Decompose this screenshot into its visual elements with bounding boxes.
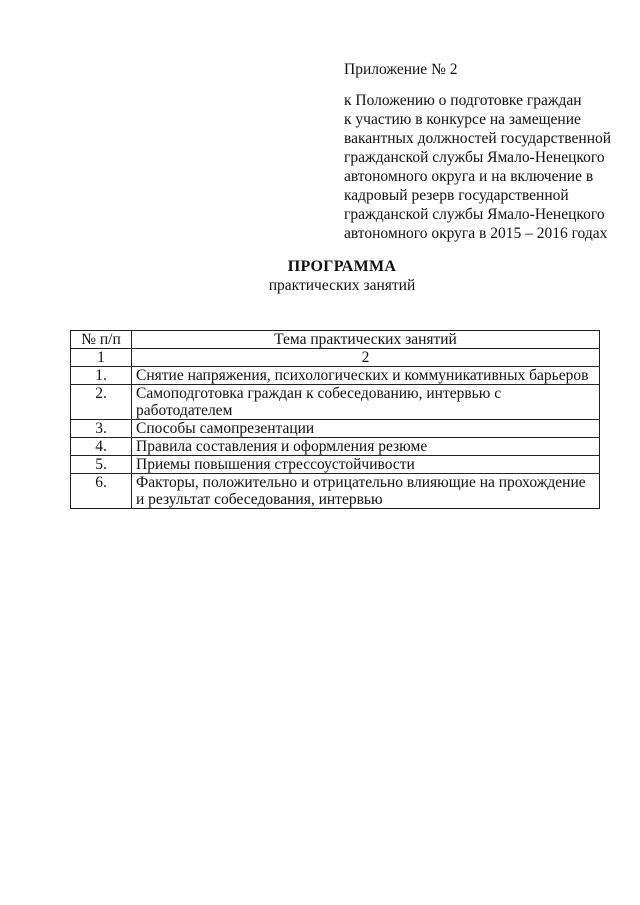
table-row <box>71 456 600 474</box>
appendix-line: автономного округа в 2015 – 2016 годах <box>344 225 608 242</box>
appendix-line: гражданской службы Ямало-Ненецкого <box>344 206 605 223</box>
column-index-row <box>71 349 600 367</box>
appendix-line: гражданской службы Ямало-Ненецкого <box>344 149 605 166</box>
document-subtitle: практических занятий <box>268 277 416 294</box>
document-title: ПРОГРАММА <box>287 258 397 275</box>
appendix-line: вакантных должностей государственной <box>344 130 612 147</box>
table-row <box>71 438 600 456</box>
row-topic: Правила составления и оформления резюме <box>132 438 600 456</box>
column-index-topic: 2 <box>132 349 600 367</box>
appendix-line: к участию в конкурсе на замещение <box>344 111 581 128</box>
appendix-line: автономного округа и на включение в <box>344 168 594 185</box>
table-row <box>71 385 600 420</box>
row-topic: Снятие напряжения, психологических и коммуникативных барьеров <box>132 367 600 385</box>
row-number: 5. <box>71 456 132 474</box>
row-topic: Приемы повышения стрессоустойчивости <box>132 456 600 474</box>
appendix-title: Приложение № 2 <box>344 61 458 78</box>
row-topic: Самоподготовка граждан к собеседованию, интервью с работодателем <box>132 385 600 420</box>
appendix-line: к Положению о подготовке граждан <box>344 92 582 109</box>
table-row <box>71 474 600 509</box>
appendix-block <box>344 60 629 243</box>
row-number: 4. <box>71 438 132 456</box>
table-row <box>71 420 600 438</box>
header-topic: Тема практических занятий <box>132 331 600 349</box>
row-topic: Способы самопрезентации <box>132 420 600 438</box>
header-number: № п/п <box>71 331 132 349</box>
row-number: 2. <box>71 385 132 420</box>
column-index-number: 1 <box>71 349 132 367</box>
row-number: 3. <box>71 420 132 438</box>
table-row <box>71 367 600 385</box>
program-table <box>70 330 600 509</box>
appendix-line: кадровый резерв государственной <box>344 187 569 204</box>
table-header-row <box>71 331 600 349</box>
row-topic: Факторы, положительно и отрицательно влияющие на прохождение и результат собеседования, интервью <box>132 474 600 509</box>
row-number: 6. <box>71 474 132 509</box>
row-number: 1. <box>71 367 132 385</box>
